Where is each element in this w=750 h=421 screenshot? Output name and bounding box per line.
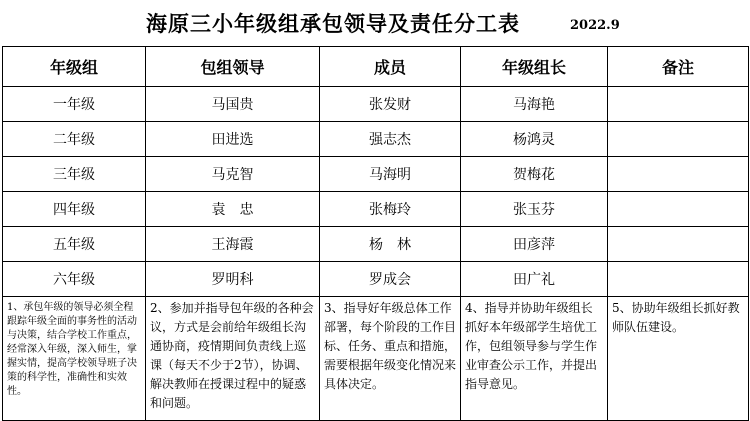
column-header-grade: 年级组 <box>3 47 146 87</box>
leader-cell: 马克智 <box>146 157 320 192</box>
leader-cell: 罗明科 <box>146 262 320 297</box>
table-row <box>3 192 749 227</box>
duty-4-text: 4、指导并协助年级组长抓好本年级部学生培优工作，包组领导参与学生作业审查公示工作，并提出指导意见。 <box>461 297 608 421</box>
document-title-bar <box>0 8 750 40</box>
member-cell: 张发财 <box>320 87 461 122</box>
page-title: 海原三小年级组承包领导及责任分工表 <box>146 11 520 36</box>
leader-cell: 马国贵 <box>146 87 320 122</box>
leader-cell: 王海霞 <box>146 227 320 262</box>
note-cell <box>608 122 749 157</box>
column-header-member: 成员 <box>320 47 461 87</box>
table-row <box>3 122 749 157</box>
grade-cell: 四年级 <box>3 192 146 227</box>
member-cell: 罗成会 <box>320 262 461 297</box>
grade-head-cell: 马海艳 <box>461 87 608 122</box>
member-cell: 强志杰 <box>320 122 461 157</box>
note-cell <box>608 262 749 297</box>
column-header-note: 备注 <box>608 47 749 87</box>
grade-cell: 三年级 <box>3 157 146 192</box>
document-date: 2022.9 <box>570 18 620 33</box>
grade-head-cell: 杨鸿灵 <box>461 122 608 157</box>
member-cell: 杨 林 <box>320 227 461 262</box>
grade-cell: 二年级 <box>3 122 146 157</box>
table-row <box>3 227 749 262</box>
duty-1-text: 1、承包年级的领导必须全程跟踪年级全面的事务性的活动与决策，结合学校工作重点，经常深入年级，深入师生，掌握实情，提高学校领导班子决策的科学性，准确性和实效性。 <box>3 297 146 421</box>
leader-cell: 田进选 <box>146 122 320 157</box>
table-header-row <box>3 47 749 87</box>
duty-5-text: 5、协助年级组长抓好教师队伍建设。 <box>608 297 749 421</box>
column-header-grade-head: 年级组长 <box>461 47 608 87</box>
table-row <box>3 262 749 297</box>
grade-head-cell: 田广礼 <box>461 262 608 297</box>
duty-3-text: 3、指导好年级总体工作部署，每个阶段的工作目标、任务、重点和措施，需要根据年级变化情况来具体决定。 <box>320 297 461 421</box>
note-cell <box>608 157 749 192</box>
duties-row <box>3 297 749 421</box>
note-cell <box>608 227 749 262</box>
member-cell: 马海明 <box>320 157 461 192</box>
grade-head-cell: 贺梅花 <box>461 157 608 192</box>
assignment-table <box>2 46 749 421</box>
table-row <box>3 157 749 192</box>
grade-cell: 六年级 <box>3 262 146 297</box>
note-cell <box>608 192 749 227</box>
note-cell <box>608 87 749 122</box>
table-row <box>3 87 749 122</box>
grade-cell: 一年级 <box>3 87 146 122</box>
grade-head-cell: 田彦萍 <box>461 227 608 262</box>
member-cell: 张梅玲 <box>320 192 461 227</box>
duty-2-text: 2、参加并指导包年级的各种会议，方式是会前给年级组长沟通协商，疫情期间负责线上巡课（每天不少于2节），协调、解决教师在授课过程中的疑惑和问题。 <box>146 297 320 421</box>
column-header-leader: 包组领导 <box>146 47 320 87</box>
grade-cell: 五年级 <box>3 227 146 262</box>
leader-cell: 袁 忠 <box>146 192 320 227</box>
grade-head-cell: 张玉芬 <box>461 192 608 227</box>
